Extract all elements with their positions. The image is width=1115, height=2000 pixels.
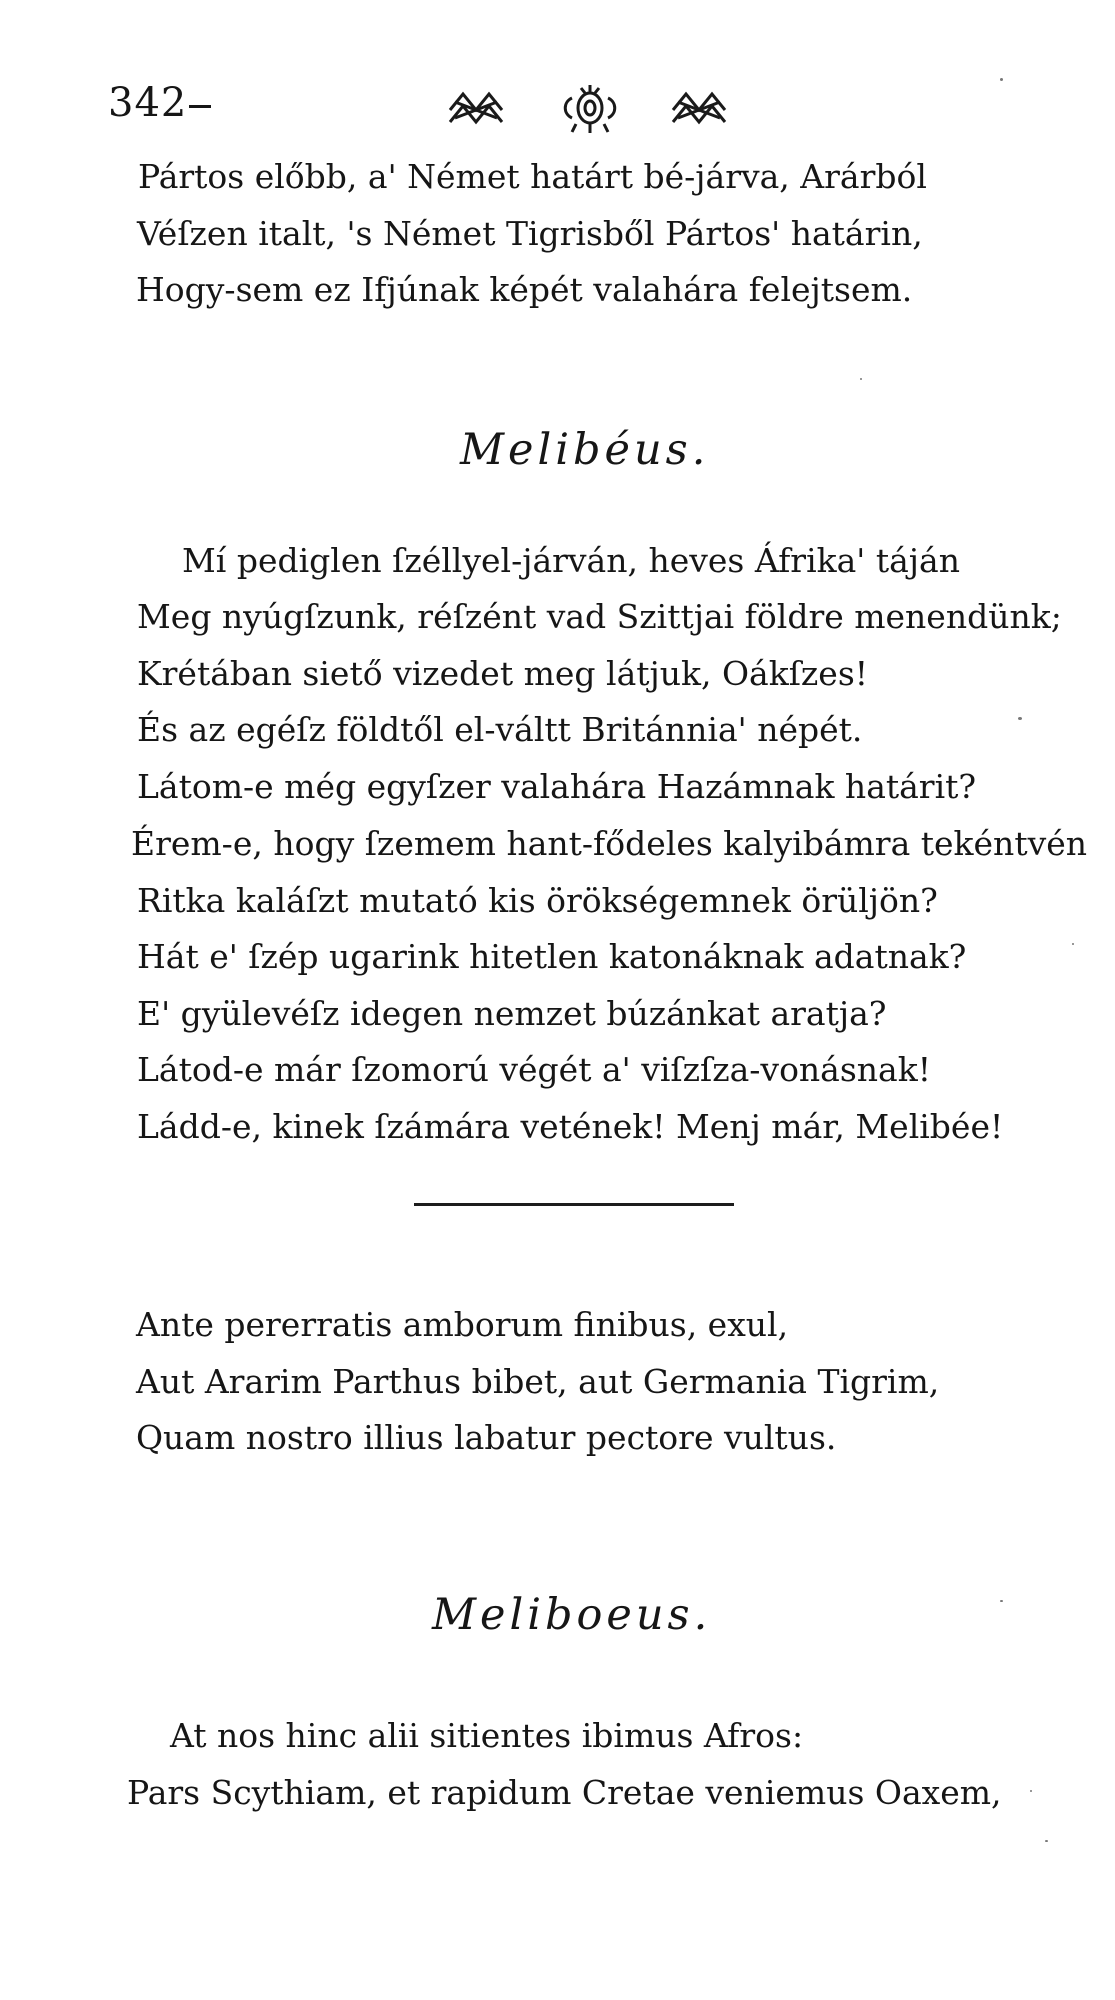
hungarian-verse-line: Mí pediglen ſzéllyel-járván, heves Áfrika' táján — [182, 541, 960, 580]
hungarian-verse-line: Látod-e már ſzomorú végét a' viſzſza-vonásnak! — [137, 1050, 931, 1089]
latin-top-line: Quam nostro illius labatur pectore vultus. — [136, 1418, 837, 1457]
paper-speck — [1072, 943, 1074, 945]
paper-speck — [1018, 717, 1022, 720]
hungarian-speaker-heading: Melibéus. — [460, 425, 710, 475]
paper-speck — [1000, 78, 1003, 81]
hungarian-verse-line: Meg nyúgſzunk, réſzént vad Szittjai földre menendünk; — [137, 597, 1062, 636]
hungarian-top-line: Hogy-sem ez Ifjúnak képét valahára felejtsem. — [136, 270, 913, 309]
hungarian-top-line: Pártos előbb, a' Német határt bé-járva, Arárból — [138, 157, 927, 196]
hungarian-top-line: Véſzen italt, 's Német Tigrisből Pártos' határin, — [137, 214, 923, 253]
ornament-center-motif — [565, 85, 615, 133]
hungarian-verse-line: Krétában siető vizedet meg látjuk, Oákſzes! — [137, 654, 869, 693]
ornament-right-motif — [673, 94, 725, 122]
page-number: 342 — [108, 80, 211, 126]
latin-speaker-heading: Meliboeus. — [432, 1590, 712, 1640]
latin-top-line: Aut Ararim Parthus bibet, aut Germania Tigrim, — [136, 1362, 940, 1401]
latin-top-line: Ante pererratis amborum finibus, exul, — [136, 1305, 789, 1344]
hungarian-verse-line: E' gyülevéſz idegen nemzet búzánkat aratja? — [137, 994, 887, 1033]
paper-speck — [860, 378, 862, 380]
hungarian-verse-line: Hát e' ſzép ugarink hitetlen katonáknak adatnak? — [137, 937, 967, 976]
hungarian-verse-line: Ládd-e, kinek ſzámára vetének! Menj már, Melibée! — [137, 1107, 1004, 1146]
page-number-dash — [189, 105, 211, 108]
paper-speck — [1000, 1600, 1003, 1602]
paper-speck — [1045, 1840, 1048, 1842]
section-divider — [414, 1203, 734, 1206]
hungarian-verse-line: Látom-e még egyſzer valahára Hazámnak határit? — [137, 767, 977, 806]
ornament-left-motif — [450, 94, 502, 122]
hungarian-verse-line: Érem-e, hogy ſzemem hant-fődeles kalyibámra tekéntvén — [131, 824, 1088, 863]
latin-verse-line: At nos hinc alii sitientes ibimus Afros: — [170, 1716, 804, 1755]
paper-speck — [1030, 1790, 1032, 1792]
latin-verse-line: Pars Scythiam, et rapidum Cretae veniemus Oaxem, — [127, 1773, 1002, 1812]
hungarian-verse-line: Ritka kaláſzt mutató kis örökségemnek örüljön? — [137, 881, 938, 920]
printer-ornament-icon — [445, 80, 735, 135]
hungarian-verse-line: És az egéſz földtől el-váltt Británnia' népét. — [137, 710, 863, 749]
